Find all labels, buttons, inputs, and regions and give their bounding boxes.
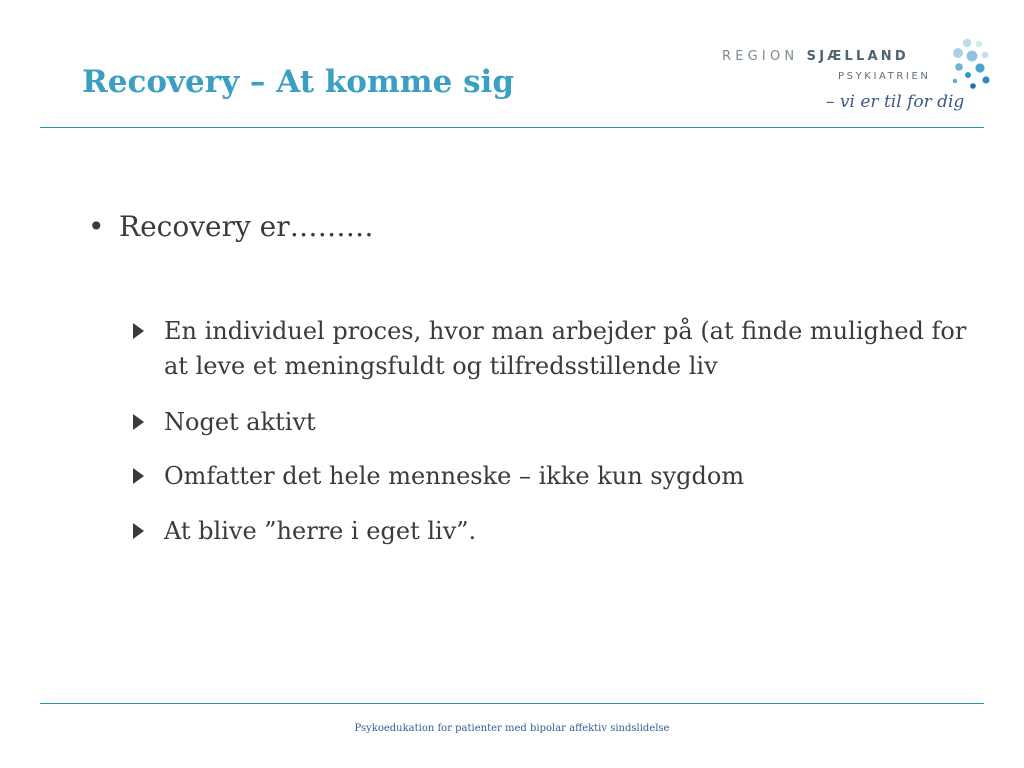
- triangle-bullet-icon: [133, 323, 144, 339]
- sub-bullet-text: Omfatter det hele menneske – ikke kun sygdom: [164, 462, 745, 490]
- logo-region-text: REGION: [722, 49, 807, 64]
- sub-bullet: [133, 514, 993, 549]
- sub-bullet-text: En individuel proces, hvor man arbejder på (at finde mulighed for at leve et meningsfuldt og tilfredsstillende liv: [164, 317, 967, 380]
- logo-wordmark: [722, 49, 909, 64]
- region-sjaelland-logo: [722, 36, 992, 128]
- sub-bullet: [133, 459, 993, 494]
- triangle-bullet-icon: [133, 523, 144, 539]
- slide-title: Recovery – At komme sig: [82, 64, 515, 100]
- logo-subtitle: PSYKIATRIEN: [838, 71, 931, 82]
- sub-bullet: [133, 314, 993, 384]
- sub-bullet-text: At blive ”herre i eget liv”.: [164, 517, 477, 545]
- triangle-bullet-icon: [133, 468, 144, 484]
- sub-bullet: [133, 405, 993, 440]
- footer-divider: [40, 703, 984, 704]
- logo-dots-icon: [946, 36, 992, 96]
- main-bullet: [88, 210, 374, 243]
- logo-tagline: – vi er til for dig: [826, 92, 965, 112]
- bullet-dot-icon: •: [88, 210, 105, 243]
- logo-name-text: SJÆLLAND: [806, 49, 909, 64]
- main-bullet-text: Recovery er………: [119, 210, 374, 243]
- title-divider: [40, 127, 984, 128]
- triangle-bullet-icon: [133, 414, 144, 430]
- slide-footer: Psykoedukation for patienter med bipolar affektiv sindslidelse: [354, 723, 670, 734]
- sub-bullet-text: Noget aktivt: [164, 408, 316, 436]
